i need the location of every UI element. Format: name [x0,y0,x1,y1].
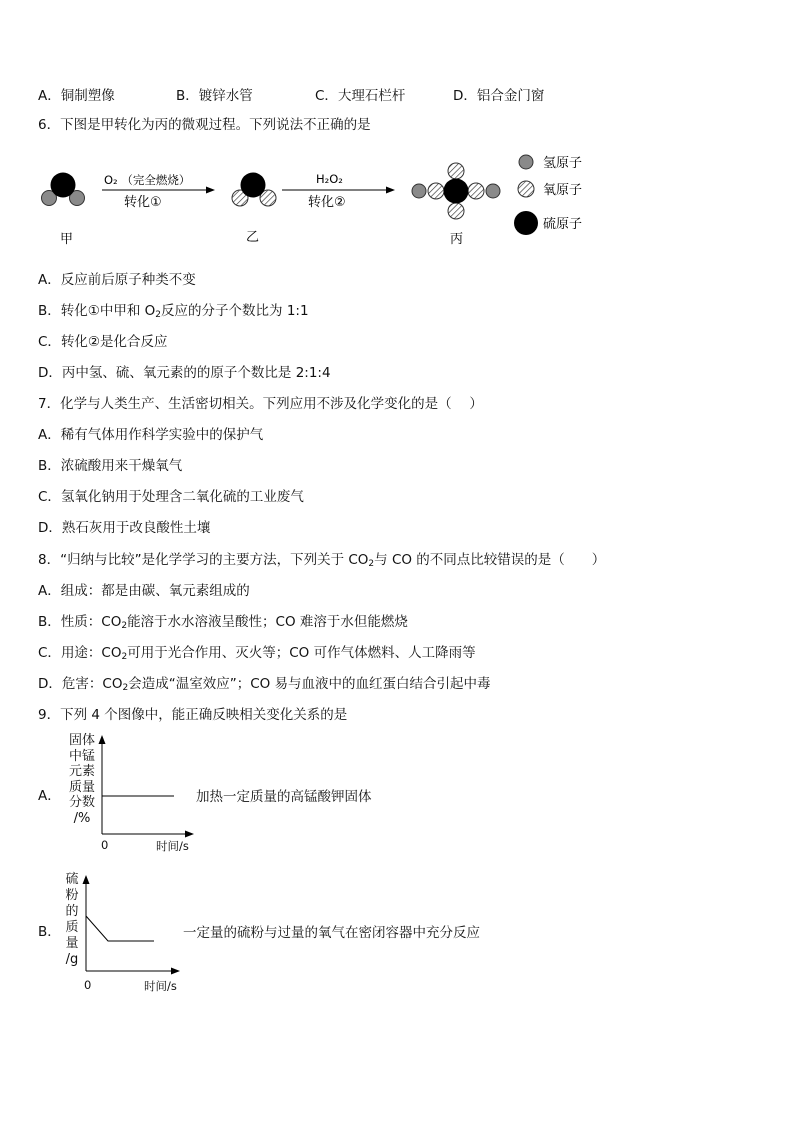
q9-graph-a-letter: A． [38,788,61,804]
label-bing: 丙 [450,232,464,247]
q7-option-b: B．浓硫酸用来干燥氧气 [38,458,183,474]
q6-stem: 6．下图是甲转化为丙的微观过程。下列说法不正确的是 [38,117,371,133]
legend [514,155,582,235]
graph-a-y-arrow [99,735,106,744]
q7-option-c: C．氢氧化钠用于处理含二氧化硫的工业废气 [38,489,304,505]
q9-graph-a-xlabel: 时间/s [156,839,189,853]
q8-option-d: D．危害：$CO_2$会造成“温室效应”；CO 易与血液中的血红蛋白结合引起中毒 [38,676,491,693]
q6-option-b: B．转化①中甲和 $O_2$反应的分子个数比为 1:1 [38,303,309,320]
legend-sulfur-label: 硫原子 [543,217,583,232]
q9-graph-b-letter: B． [38,924,61,940]
legend-oxygen-label: 氧原子 [543,183,583,198]
q6-option-a: A．反应前后原子种类不变 [38,272,196,288]
graph-a-x-arrow [185,831,194,838]
graph-b-y-arrow [83,875,90,884]
q6-option-d: D．丙中氢、硫、氧元素的的原子个数比是 2:1:4 [38,365,331,381]
q8-option-a: A．组成：都是由碳、氧元素组成的 [38,583,250,599]
q9-graph-b [80,870,190,980]
legend-hydrogen-label: 氢原子 [543,156,583,171]
q8-option-b: B．性质：$CO_2$能溶于水水溶液呈酸性；CO 难溶于水但能燃烧 [38,614,408,631]
label-jia: 甲 [60,232,74,247]
q9-graph-a [96,732,206,842]
q9-graph-a-ylabel: 固体 中锰 元素 质量 分数 /% [68,733,95,826]
label-yi: 乙 [246,230,260,245]
arrow-conversion-2 [282,187,395,194]
q8-option-c: C．用途：$CO_2$可用于光合作用、灭火等；CO 可作气体燃料、人工降雨等 [38,645,476,662]
molecule-jia [42,173,85,206]
q9-graph-b-ylabel: 硫 粉 的 质 量 /g [65,872,79,967]
q5-option-d: D．铝合金门窗 [453,88,545,104]
graph-b-data-line [86,916,154,941]
q7-option-a: A．稀有气体用作科学实验中的保护气 [38,427,264,443]
graph-b-x-arrow [171,968,180,975]
arrow2-bottom-label: 转化② [308,195,346,210]
legend-oxygen-icon [518,181,534,197]
legend-sulfur-icon [514,211,538,235]
arrow1-bottom-label: 转化① [124,195,162,210]
q5-option-a: A．铜制塑像 [38,88,115,104]
q9-graph-b-xlabel: 时间/s [144,979,177,993]
q9-graph-a-origin: 0 [101,838,109,852]
arrow2-top-label: H₂O₂ [316,172,343,186]
legend-hydrogen-icon [519,155,533,169]
q6-diagram [38,148,658,258]
q5-option-c: C．大理石栏杆 [315,88,406,104]
q5-option-b: B．镀锌水管 [176,88,253,104]
q9-graph-a-description: 加热一定质量的高锰酸钾固体 [196,789,372,805]
molecule-bing [412,163,500,219]
q9-stem: 9．下列 4 个图像中，能正确反映相关变化关系的是 [38,707,348,723]
molecule-yi [232,173,276,207]
q6-option-c: C．转化②是化合反应 [38,334,168,350]
arrow-conversion-1 [102,187,215,194]
q9-graph-b-origin: 0 [84,978,92,992]
q7-option-d: D．熟石灰用于改良酸性土壤 [38,520,211,536]
q7-stem: 7．化学与人类生产、生活密切相关。下列应用不涉及化学变化的是（ ） [38,396,483,412]
q8-stem: 8．“归纳与比较”是化学学习的主要方法，下列关于 $CO_2$与 CO 的不同点比较错误的是（ ） [38,552,606,569]
arrow1-top-label: O₂ （完全燃烧） [104,173,191,187]
q9-graph-b-description: 一定量的硫粉与过量的氧气在密闭容器中充分反应 [183,925,480,941]
